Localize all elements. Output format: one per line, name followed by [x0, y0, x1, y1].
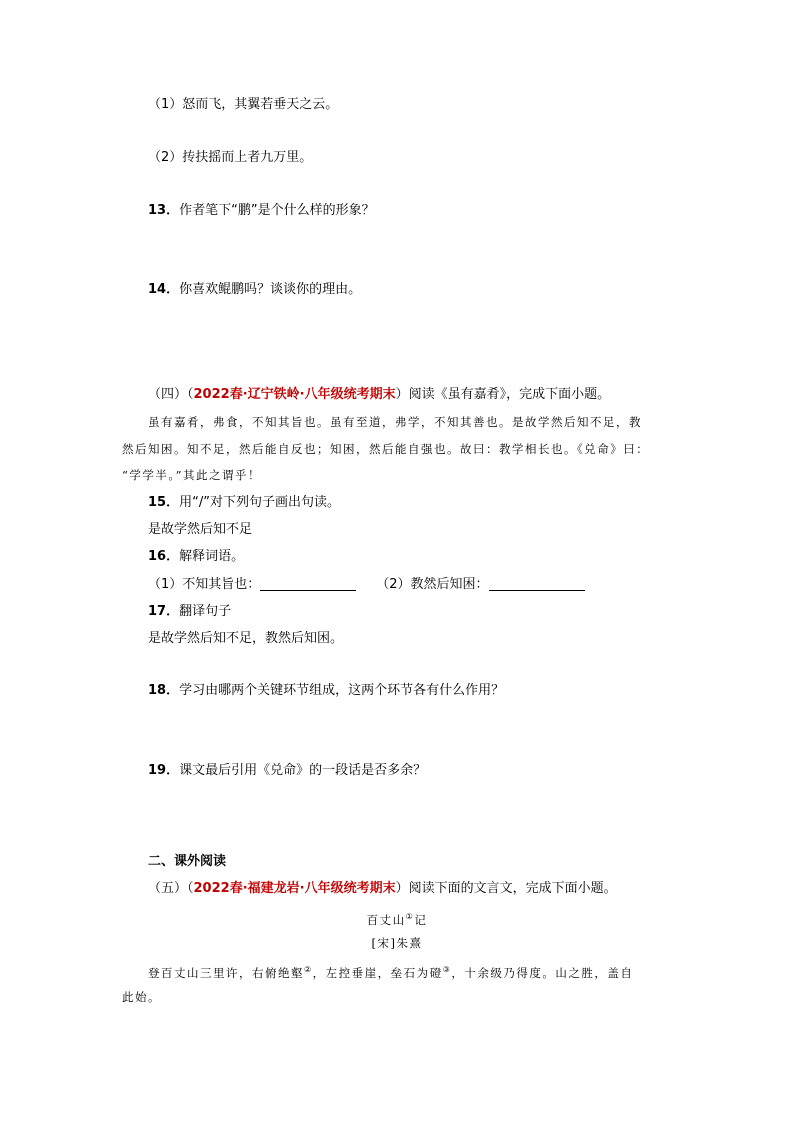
q12-item-2: （2）抟扶摇而上者九万里。	[148, 150, 313, 165]
passage-line: “学学半。”其此之谓乎！	[122, 468, 262, 482]
question-text: 作者笔下“鹏”是个什么样的形象？	[179, 203, 375, 218]
question-18	[148, 682, 504, 700]
question-number: 13．	[148, 203, 180, 218]
q12-item-1: （1）怒而飞，其翼若垂天之云。	[148, 97, 339, 112]
question-number: 16．	[148, 549, 180, 564]
question-text: 学习由哪两个关键环节组成，这两个环节各有什么作用？	[179, 683, 505, 698]
footnote-marker: ①	[405, 912, 415, 921]
source-tag: 2022春·福建龙岩·八年级统考期末	[193, 881, 396, 896]
passage-line: 然后知困。知不足，然后能自反也；知困，然后能自强也。故曰：教学相长也。《兑命》曰：	[122, 442, 650, 456]
q16-item-1: （1）不知其旨也：	[148, 577, 261, 592]
question-text: 解释词语。	[179, 549, 245, 564]
q16-item-2: （2）教然后知困：	[376, 577, 489, 592]
question-16	[148, 548, 244, 566]
part-2-heading: 二、课外阅读	[148, 854, 227, 869]
passage-line: 此始。	[122, 990, 161, 1004]
section-4-header: （四）（2022春·辽宁铁岭·八年级统考期末）阅读《虽有嘉肴》，完成下面小题。	[148, 387, 611, 402]
q15-sentence: 是故学然后知不足	[148, 522, 253, 537]
source-tag: 2022春·辽宁铁岭·八年级统考期末	[193, 387, 396, 402]
footnote-marker: ③	[442, 965, 452, 974]
passage-line: 虽有嘉肴，弗食，不知其旨也。虽有至道，弗学，不知其善也。是故学然后知不足，教	[148, 415, 642, 429]
question-text: 翻译句子	[179, 604, 232, 619]
q17-sentence: 是故学然后知不足，教然后知困。	[148, 631, 344, 646]
section-5-header: （五）（2022春·福建龙岩·八年级统考期末）阅读下面的文言文，完成下面小题。	[148, 881, 617, 896]
question-number: 17．	[148, 604, 180, 619]
question-text: 课文最后引用《兑命》的一段话是否多余？	[179, 763, 427, 778]
question-text: 用“/”对下列句子画出句读。	[179, 495, 340, 510]
question-15	[148, 494, 340, 512]
question-number: 14．	[148, 282, 180, 297]
question-19	[148, 762, 426, 780]
footnote-marker: ②	[304, 965, 313, 974]
question-17	[148, 603, 231, 621]
question-number: 19．	[148, 763, 180, 778]
question-number: 15．	[148, 495, 180, 510]
question-14	[148, 281, 361, 299]
question-13	[148, 202, 375, 220]
answer-blank[interactable]	[260, 576, 356, 591]
question-number: 18．	[148, 683, 180, 698]
passage-author: [宋]朱熹	[371, 936, 423, 950]
answer-blank[interactable]	[489, 576, 585, 591]
passage-line: 登百丈山三里许，右俯绝壑②，左控垂崖，垒石为磴③，十余级乃得度。山之胜，盖自	[148, 965, 634, 980]
passage-title: 百丈山①记	[366, 912, 428, 927]
q16-items	[148, 576, 585, 594]
question-text: 你喜欢鲲鹏吗？谈谈你的理由。	[179, 282, 362, 297]
